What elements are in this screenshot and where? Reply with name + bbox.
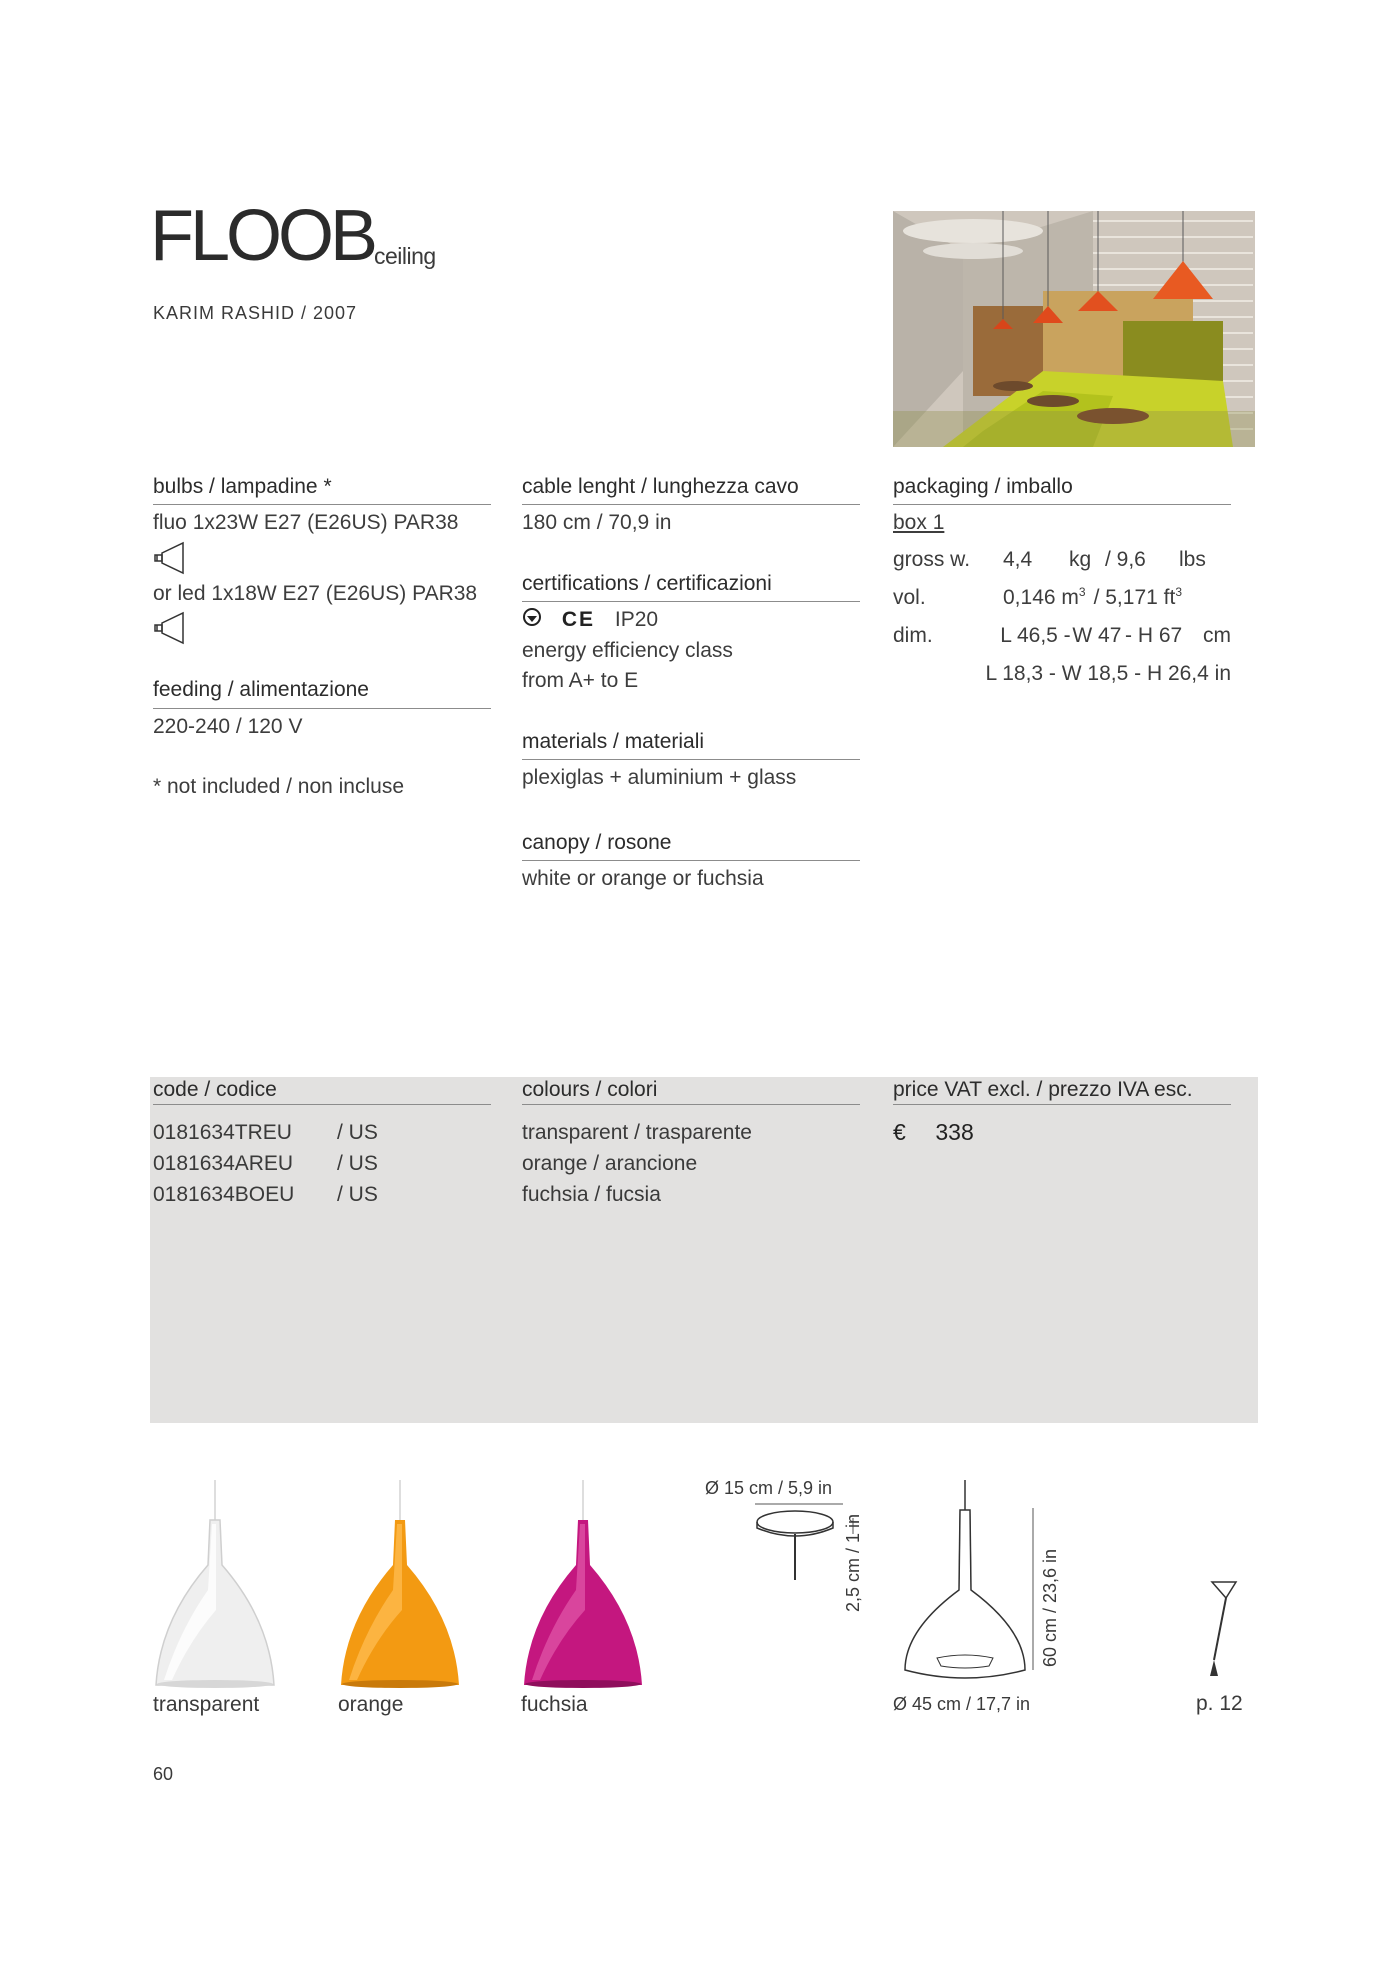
bulbs-heading: bulbs / lampadine * (153, 472, 491, 505)
designer-line: KARIM RASHID / 2007 (153, 303, 358, 323)
currency-symbol: € (893, 1119, 906, 1145)
cable-value: 180 cm / 70,9 in (522, 511, 672, 535)
table-row: 0181634TREU / US (153, 1121, 378, 1144)
dim-in: L 18,3 - W 18,5 - H 26,4 in (985, 661, 1231, 685)
dimensions-in-row (893, 655, 1231, 693)
price-amount: 338 (935, 1119, 974, 1145)
table-row: 0181634BOEU / US (153, 1183, 378, 1206)
variant-label-orange: orange (338, 1693, 404, 1716)
dim-cm-unit: cm (1203, 623, 1231, 647)
dim-cm-h: - H 67 (1125, 623, 1183, 647)
colour-item: fuchsia / fucsia (522, 1183, 661, 1206)
gross-kg: 4,4 (1003, 547, 1033, 571)
colour-item: transparent / trasparente (522, 1121, 752, 1144)
canopy-diameter-label: Ø 15 cm / 5,9 in (705, 1478, 833, 1498)
feeding-value: 220-240 / 120 V (153, 714, 303, 738)
dim-cm-l: L 46,5 - (1000, 623, 1071, 647)
certification-marks (522, 605, 860, 636)
code-heading: code / codice (153, 1078, 491, 1105)
gross-lbs: / 9,6 (1105, 547, 1146, 571)
energy-class-line1: energy efficiency class (522, 638, 733, 662)
spec-column-2 (522, 472, 860, 925)
canopy-value: white or orange or fuchsia (522, 867, 764, 891)
volume-row (893, 579, 1231, 617)
product-title: FLOOB (150, 196, 375, 276)
par38-bulb-icon (153, 541, 187, 575)
bulb-option-led: or led 1x18W E27 (E26US) PAR38 (153, 581, 478, 605)
dim-label: dim. (893, 623, 933, 647)
packaging-heading: packaging / imballo (893, 472, 1231, 505)
gross-lbs-unit: lbs (1179, 547, 1206, 571)
page-number: 60 (153, 1764, 174, 1784)
ip-rating: IP20 (614, 608, 659, 632)
lamp-orange-image (341, 1480, 459, 1688)
lamp-fuchsia-image (524, 1480, 642, 1688)
page-reference: p. 12 (1196, 1692, 1243, 1715)
price-column (893, 1078, 1231, 1148)
dimensions-cm-row (893, 617, 1231, 655)
table-row: 0181634AREU / US (153, 1152, 378, 1175)
par38-bulb-icon (153, 611, 187, 645)
lamp-outline-diagram (895, 1480, 1055, 1690)
product-subtitle: ceiling (374, 243, 436, 269)
feeding-heading: feeding / alimentazione (153, 675, 491, 708)
lamp-variants (150, 1480, 670, 1690)
spec-column-1 (153, 472, 491, 803)
gross-label: gross w. (893, 547, 971, 571)
colours-column (522, 1078, 860, 1210)
colours-heading: colours / colori (522, 1078, 860, 1105)
ce-mark: CE (561, 608, 596, 632)
not-included-note: * not included / non incluse (153, 775, 405, 799)
vol-label: vol. (893, 585, 926, 609)
electrical-cert-icon (522, 606, 542, 636)
canopy-height-label: 2,5 cm / 1 in (843, 1513, 863, 1612)
variant-label-fuchsia: fuchsia (521, 1693, 588, 1716)
code-column (153, 1078, 491, 1210)
canopy-heading: canopy / rosone (522, 828, 860, 861)
box-label: box 1 (893, 511, 945, 535)
lamp-transparent-image (156, 1480, 274, 1688)
variant-label-transparent: transparent (153, 1693, 260, 1716)
lamp-profile-icon (1200, 1580, 1240, 1690)
gross-kg-unit: kg (1069, 547, 1092, 571)
bulb-option-fluo: fluo 1x23W E27 (E26US) PAR38 (153, 511, 459, 535)
vol-m3: 0,146 $m^3$ (1003, 584, 1086, 609)
price-value (893, 1117, 1231, 1148)
cable-heading: cable lenght / lunghezza cavo (522, 472, 860, 505)
vol-ft3: / 5,171 $ft^3$ (1093, 584, 1182, 609)
certifications-heading: certifications / certificazioni (522, 569, 860, 602)
price-heading: price VAT excl. / prezzo IVA esc. (893, 1078, 1231, 1105)
lamp-diameter-label: Ø 45 cm / 17,7 in (893, 1694, 1031, 1714)
dim-cm-w: W 47 (1072, 623, 1122, 647)
gross-weight-row (893, 541, 1231, 579)
materials-heading: materials / materiali (522, 727, 860, 760)
lamp-height-label: 60 cm / 23,6 in (1040, 1548, 1060, 1667)
interior-photo (893, 211, 1255, 447)
spec-column-3 (893, 472, 1231, 693)
energy-class-line2: from A+ to E (522, 669, 639, 693)
materials-value: plexiglas + aluminium + glass (522, 766, 797, 790)
colour-item: orange / arancione (522, 1152, 698, 1175)
